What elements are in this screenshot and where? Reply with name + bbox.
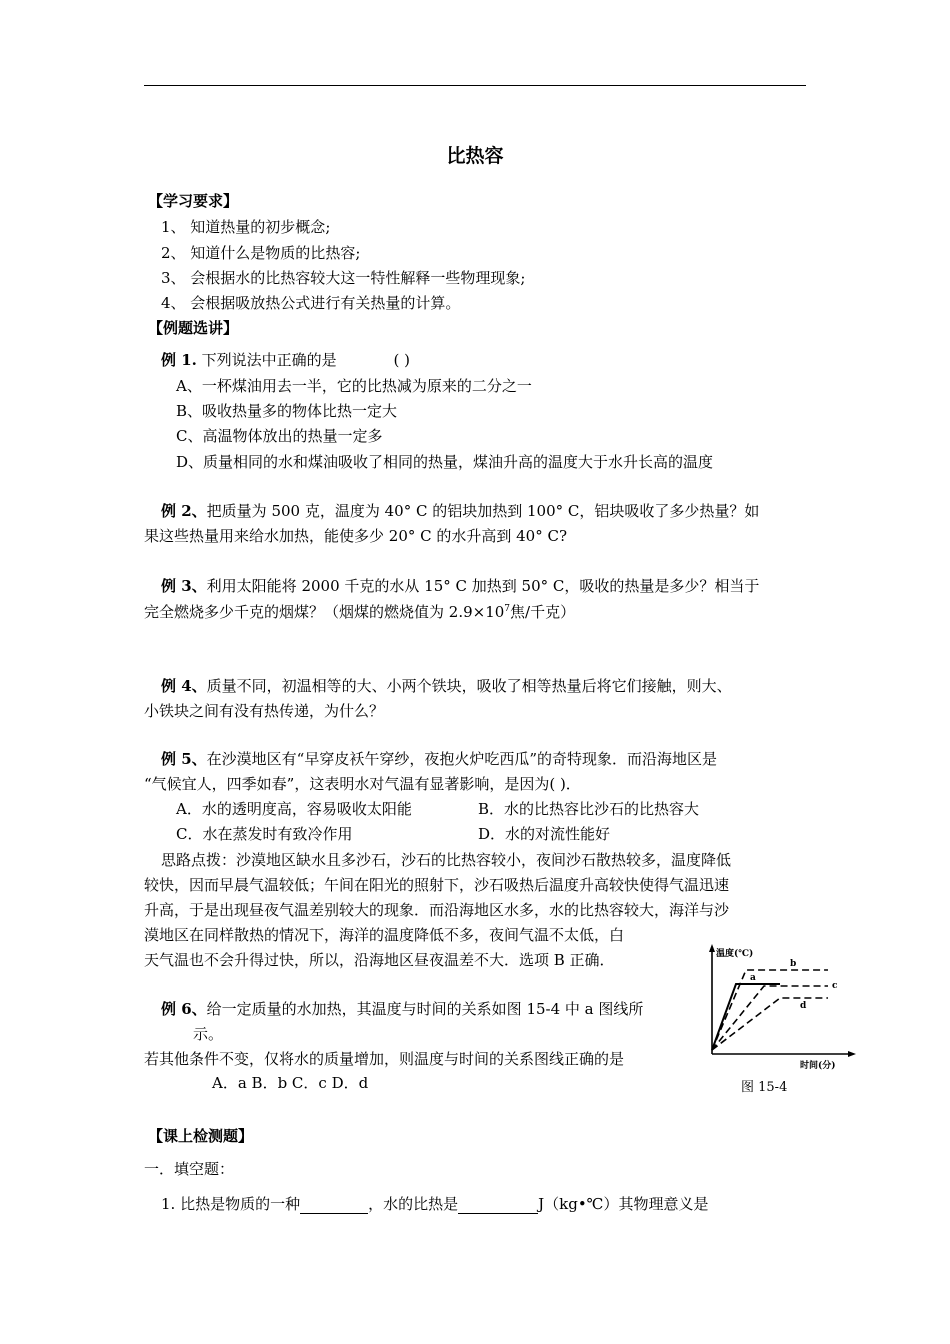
requirement-4: 4、 会根据吸放热公式进行有关热量的计算。 — [161, 294, 461, 312]
example-2-line-2: 果这些热量用来给水加热，能使多少 20° C 的水升高到 40° C? — [144, 527, 568, 545]
y-axis-arrow — [709, 944, 715, 952]
y-axis-label: 温度(℃) — [716, 949, 754, 959]
example-3-text-2a: 完全燃烧多少千克的烟煤？（烟煤的燃烧值为 2.9×10 — [144, 603, 505, 621]
example-6-line-1 — [161, 998, 643, 1019]
section-check: 【课上检测题】 — [148, 1127, 254, 1145]
curve-a-label: a — [750, 973, 756, 983]
example-1-option-c: C、高温物体放出的热量一定多 — [176, 427, 383, 445]
question-1 — [161, 1193, 708, 1214]
example-4-label: 例 4、 — [161, 677, 207, 695]
x-axis-label: 时间(分) — [800, 1061, 836, 1071]
example-3-exponent: 7 — [504, 604, 511, 614]
answer-blank-2[interactable] — [458, 1195, 538, 1214]
example-5-line-1 — [161, 748, 717, 769]
example-3-label: 例 3、 — [161, 577, 207, 595]
example-4-text-1: 质量不同，初温相等的大、小两个铁块，吸收了相等热量后将它们接触，则大、 — [206, 677, 732, 695]
curve-d — [712, 998, 828, 1050]
figure-15-4 — [700, 942, 860, 1072]
example-6-options: A．a B．b C．c D．d — [212, 1074, 369, 1092]
answer-blank-1[interactable] — [300, 1195, 368, 1214]
section-learning: 【学习要求】 — [148, 192, 239, 210]
example-1-stem — [161, 349, 410, 370]
example-1-label: 例 1. — [161, 351, 197, 369]
example-1-answer-paren: ( ) — [393, 351, 410, 369]
example-5-hint-5: 天气温也不会升得过快，所以，沿海地区昼夜温差不大．选项 B 正确． — [144, 951, 615, 969]
requirement-2: 2、 知道什么是物质的比热容; — [161, 244, 361, 262]
curve-c — [712, 986, 828, 1050]
example-3-line-2 — [144, 601, 575, 622]
example-4-line-1 — [161, 675, 732, 696]
example-1-question: 下列说法中正确的是 — [201, 351, 337, 369]
example-2-text-1: 把质量为 500 克，温度为 40° C 的铝块加热到 100° C，铝块吸收了多少热量？如 — [206, 502, 760, 520]
header-rule — [144, 85, 806, 86]
example-5-option-c: C．水在蒸发时有致冷作用 — [176, 825, 353, 843]
example-1-option-b: B、吸收热量多的物体比热一定大 — [176, 402, 398, 420]
example-1-option-d: D、质量相同的水和煤油吸收了相同的热量，煤油升高的温度大于水升长高的温度 — [176, 453, 714, 471]
example-5-label: 例 5、 — [161, 750, 207, 768]
example-5-hint-3: 升高，于是出现昼夜气温差别较大的现象．而沿海地区水多，水的比热容较大，海洋与沙 — [144, 901, 730, 919]
curve-b-label: b — [790, 959, 797, 969]
question-1-text-c: J（kg•℃）其物理意义是 — [538, 1195, 709, 1213]
example-2-label: 例 2、 — [161, 502, 207, 520]
page-title: 比热容 — [446, 145, 504, 167]
example-5-option-b: B．水的比热容比沙石的比热容大 — [478, 800, 700, 818]
example-5-text-1: 在沙漠地区有“早穿皮袄午穿纱，夜抱火炉吃西瓜”的奇特现象．而沿海地区是 — [206, 750, 718, 768]
example-6-line-1b: 示。 — [193, 1025, 224, 1043]
example-3-text-2b: 焦/千克） — [510, 603, 576, 621]
example-6-label: 例 6、 — [161, 1000, 207, 1018]
example-3-line-1 — [161, 575, 759, 596]
curve-d-label: d — [800, 1001, 807, 1011]
check-part-1: 一．填空题： — [144, 1160, 235, 1178]
example-5-hint-4: 漠地区在同样散热的情况下，海洋的温度降低不多，夜间气温不太低，白 — [144, 926, 625, 944]
example-6-line-2: 若其他条件不变，仅将水的质量增加，则温度与时间的关系图线正确的是 — [144, 1050, 625, 1068]
example-5-option-a: A．水的透明度高，容易吸收太阳能 — [176, 800, 412, 818]
example-5-hint-2: 较快，因而早晨气温较低；午间在阳光的照射下，沙石吸热后温度升高较快使得气温迅速 — [144, 876, 730, 894]
example-1-option-a: A、一杯煤油用去一半，它的比热减为原来的二分之一 — [176, 377, 532, 395]
example-5-hint-1: 思路点拨：沙漠地区缺水且多沙石，沙石的比热容较小，夜间沙石散热较多，温度降低 — [161, 851, 732, 869]
curve-a — [712, 984, 780, 1050]
requirement-1: 1、 知道热量的初步概念; — [161, 218, 331, 236]
example-4-line-2: 小铁块之间有没有热传递，为什么？ — [144, 702, 385, 720]
question-1-text-b: ，水的比热是 — [368, 1195, 459, 1213]
figure-caption: 图 15-4 — [741, 1080, 788, 1095]
example-5-line-2: “气候宜人，四季如春”，这表明水对气温有显著影响，是因为( )． — [144, 775, 581, 793]
question-1-text-a: 1. 比热是物质的一种 — [161, 1195, 301, 1213]
example-5-option-d: D．水的对流性能好 — [478, 825, 611, 843]
x-axis-arrow — [848, 1051, 856, 1057]
example-6-text-1: 给一定质量的水加热，其温度与时间的关系如图 15-4 中 a 图线所 — [206, 1000, 644, 1018]
curve-c-label: c — [832, 981, 838, 991]
example-3-text-1: 利用太阳能将 2000 千克的水从 15° C 加热到 50° C，吸收的热量是多少？相当于 — [206, 577, 760, 595]
section-examples: 【例题选讲】 — [148, 319, 239, 337]
requirement-3: 3、 会根据水的比热容较大这一特性解释一些物理现象; — [161, 269, 526, 287]
curve-b — [712, 970, 828, 1050]
example-2-line-1 — [161, 500, 759, 521]
